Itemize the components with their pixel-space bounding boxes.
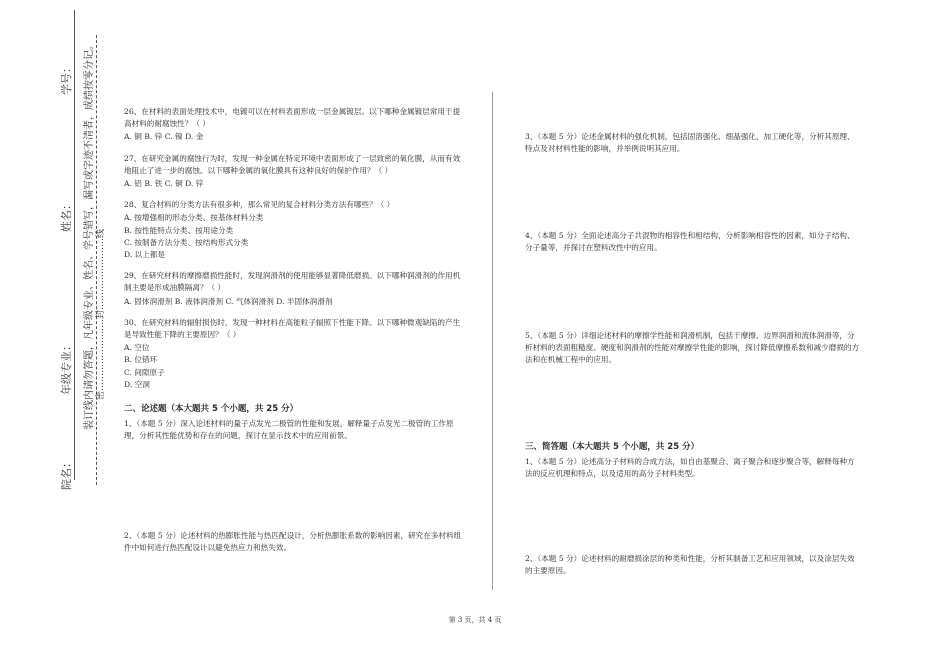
option-c: C. 按制备方法分类、按结构形式分类 xyxy=(124,237,249,247)
student-id-label: 学号： xyxy=(60,62,73,95)
essay-question-5: 5、（本题 5 分）详细论述材料的摩擦学性能和润滑机制，包括干摩擦、边界润滑和流体润滑等，分析材料的表面粗糙度、硬度和润滑剂的性能对摩擦学性能的影响，探讨降低摩擦系数和减少磨损的方法和在机械工程中的应用。 xyxy=(525,331,860,365)
section-3-title: 三、简答题（本大题共 5 个小题，共 25 分） xyxy=(525,442,700,452)
grade-major-label: 年级专业： xyxy=(60,340,73,395)
question-options: A. 固体润滑剂 B. 液体润滑剂 C. 气体润滑剂 D. 半固体润滑剂 xyxy=(124,296,333,306)
essay-question-3: 3、（本题 5 分）论述金属材料的强化机制，包括固溶强化、细晶强化、加工硬化等，分析其原理、特点及对材料性能的影响，并举例说明其应用。 xyxy=(525,132,855,154)
essay-question-3-block xyxy=(525,131,861,155)
question-stem: 30、在研究材料的辐射损伤时，发现一种材料在高能粒子辐照下性能下降。以下哪种微观缺陷的产生是导致性能下降的主要原因？（ ） xyxy=(124,317,461,340)
school-label: 院名： xyxy=(60,457,73,490)
question-26 xyxy=(124,106,462,144)
short-question-1: 1、（本题 5 分）论述高分子材料的合成方法，如自由基聚合、离子聚合和逐步聚合等，解释每种方法的反应机理和特点，以及适用的高分子材料类型。 xyxy=(525,457,855,479)
question-options: A. 铝 B. 铁 C. 铜 D. 锌 xyxy=(124,179,204,189)
binding-solid-line xyxy=(74,10,75,480)
essay-question-1: 1、（本题 5 分）深入论述材料的量子点发光二极管的性能和发展，解释量子点发光二极管的工作原理，分析其性能优势和存在的问题，探讨在显示技术中的应用前景。 xyxy=(124,419,454,441)
page-number: 第 3 页，共 4 页 xyxy=(448,616,502,624)
option-a: A. 按增强相的形态分类、按基体材料分类 xyxy=(124,213,264,223)
essay-question-2: 2、（本题 5 分）论述材料的热膨胀性能与热匹配设计，分析热膨胀系数的影响因素，研究在多材料组件中如何进行热匹配设计以避免热应力和热失效。 xyxy=(124,531,462,553)
question-29 xyxy=(124,270,462,308)
name-label: 姓名： xyxy=(60,199,73,232)
question-28 xyxy=(124,199,462,261)
question-options: A. 铜 B. 锌 C. 镍 D. 金 xyxy=(124,132,204,142)
option-b: B. 按性能特点分类、按用途分类 xyxy=(124,225,234,235)
option-d: D. 以上都是 xyxy=(124,250,166,260)
essay-question-4-block xyxy=(525,230,861,254)
question-30 xyxy=(124,317,462,391)
option-d: D. 空洞 xyxy=(124,379,150,389)
essay-question-4: 4、（本题 5 分）全面论述高分子共混物的相容性和相结构，分析影响相容性的因素，如分子结构、分子量等，并探讨在塑料改性中的应用。 xyxy=(525,231,855,253)
column-divider xyxy=(492,92,493,590)
question-stem: 26、在材料的表面处理技术中，电镀可以在材料表面形成一层金属镀层。以下哪种金属镀层常用于提高材料的耐腐蚀性？（ ） xyxy=(124,107,461,129)
binding-line-text: 密……………………封……………………线 xyxy=(96,228,106,400)
essay-question-5-block xyxy=(525,330,861,367)
section-3-block xyxy=(525,441,861,481)
option-a: A. 空位 xyxy=(124,343,150,353)
question-27 xyxy=(124,153,462,191)
section-2-title: 二、论述题（本大题共 5 个小题，共 25 分） xyxy=(124,404,299,415)
essay-question-2-block xyxy=(124,530,462,554)
question-stem: 27、在研究金属的腐蚀行为时，发现一种金属在特定环境中表面形成了一层致密的氧化膜，从而有效地阻止了进一步的腐蚀。以下哪种金属的氧化膜具有这种良好的保护作用？（ ） xyxy=(124,153,461,175)
short-question-2: 2、（本题 5 分）论述材料的耐磨损涂层的种类和性能，分析其制备工艺和应用领域，以及涂层失效的主要原因。 xyxy=(525,554,855,576)
binding-notice: 装订线内请勿答题，凡年级专业、姓名、学号错写，漏写或字迹不清者，成绩按零分记。 xyxy=(84,40,95,430)
option-c: C. 间隙原子 xyxy=(124,367,165,377)
question-stem: 29、在研究材料的摩擦磨损性能时，发现润滑剂的使用能够显著降低磨损。以下哪种润滑剂的作用机制主要是形成油膜隔离？（ ） xyxy=(124,271,461,293)
left-column xyxy=(124,106,462,443)
question-stem: 28、复合材料的分类方法有很多种，那么常见的复合材料分类方法有哪些？（ ） xyxy=(124,200,395,210)
short-question-2-block xyxy=(525,553,861,577)
option-b: B. 位错环 xyxy=(124,355,158,365)
